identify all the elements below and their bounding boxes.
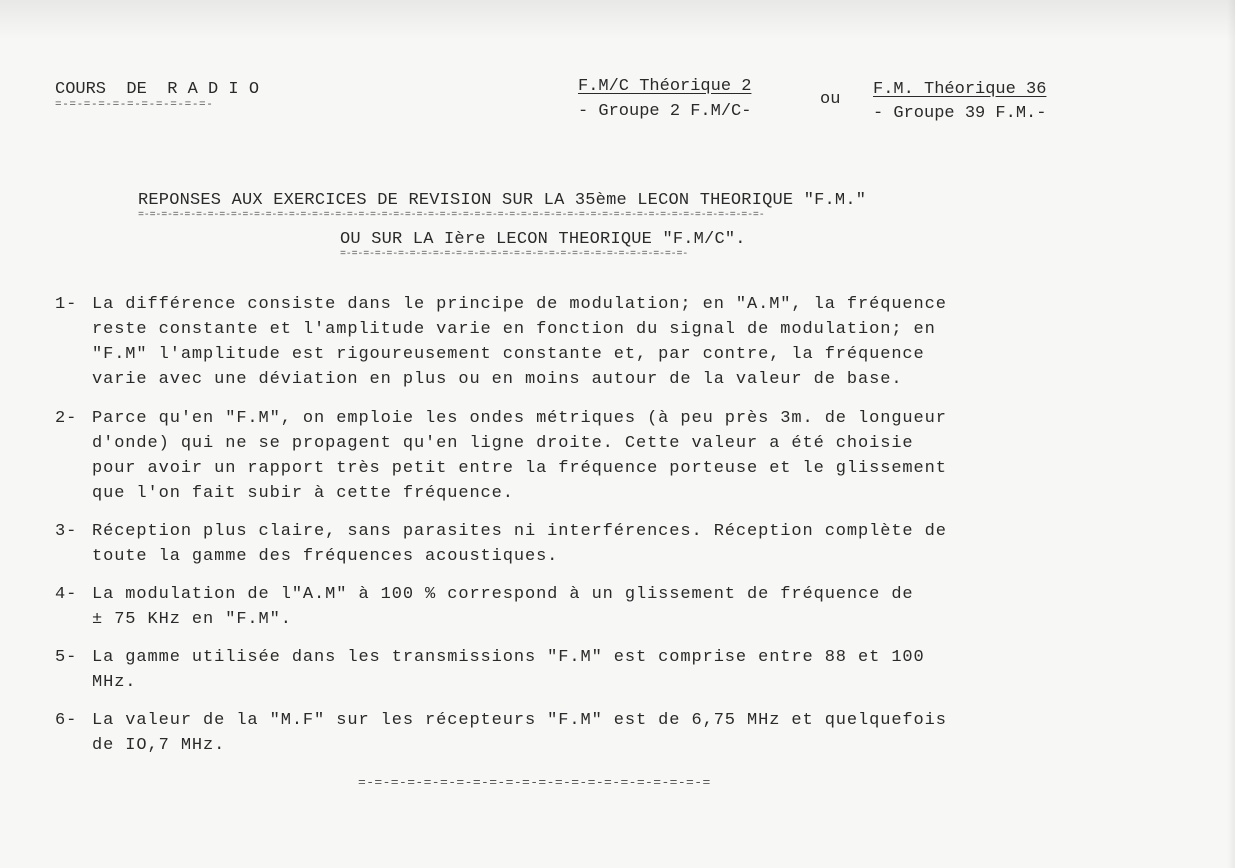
answer-text: Parce qu'en "F.M", on emploie les ondes métriques (à peu près 3m. de longueur d'onde) qui ne se propagent qu'en ligne droite. Cette valeur a été choisie pour avoir un rapport très petit entre la fréquence porteuse et le glissement que l'on fait subir à cette fréquence. xyxy=(92,409,947,503)
course-title-rule: =-=-=-=-=-=-=-=-=-=-=- xyxy=(55,99,214,111)
answer-number: 3- xyxy=(55,522,78,541)
course-title: COURS DE R A D I O xyxy=(55,80,260,99)
page-title-line1: REPONSES AUX EXERCICES DE REVISION SUR LA 35ème LECON THEORIQUE "F.M." xyxy=(138,191,867,210)
answer-number: 2- xyxy=(55,409,78,428)
fm-lesson-ref: F.M. Théorique 36 xyxy=(873,80,1047,99)
answer-text: La gamme utilisée dans les transmissions "F.M" est comprise entre 88 et 100 MHz. xyxy=(92,648,925,692)
scan-shadow xyxy=(0,0,1235,40)
answer-number: 5- xyxy=(55,648,78,667)
fm-group-ref: - Groupe 39 F.M.- xyxy=(873,104,1047,123)
title-line1-rule: =-=-=-=-=-=-=-=-=-=-=-=-=-=-=-=-=-=-=-=-=-=-=-=-=-=-=-=-=-=-=-=-=-=-=-=-=-=-=-=-=-=-=-=-=-=-=-=-=-=-=-=-=-=- xyxy=(138,210,765,221)
scan-edge xyxy=(1227,0,1235,868)
answer-number: 1- xyxy=(55,295,78,314)
answer-number: 4- xyxy=(55,585,78,604)
answer-text: Réception plus claire, sans parasites ni interférences. Réception complète de toute la gamme des fréquences acoustiques. xyxy=(92,522,947,566)
answer-text: La modulation de l"A.M" à 100 % correspond à un glissement de fréquence de ± 75 KHz en "F.M". xyxy=(92,585,914,629)
answer-text: La différence consiste dans le principe de modulation; en "A.M", la fréquence reste constante et l'amplitude varie en fonction du signal de modulation; en "F.M" l'amplitude est rigoureusement constante et, par contre, la fréquence varie avec une déviation en plus ou en moins autour de la valeur de base. xyxy=(92,295,947,389)
answer-number: 6- xyxy=(55,711,78,730)
or-separator: ou xyxy=(820,90,841,109)
fmc-group-ref: - Groupe 2 F.M/C- xyxy=(578,102,752,121)
answer-text: La valeur de la "M.F" sur les récepteurs "F.M" est de 6,75 MHz et quelquefois de IO,7 MHz. xyxy=(92,711,947,755)
page-title-line2: OU SUR LA Ière LECON THEORIQUE "F.M/C". xyxy=(340,230,746,249)
fmc-lesson-ref: F.M/C Théorique 2 xyxy=(578,77,752,96)
title-line2-rule: =-=-=-=-=-=-=-=-=-=-=-=-=-=-=-=-=-=-=-=-=-=-=-=-=-=-=-=-=-=- xyxy=(340,249,689,260)
answer-1 xyxy=(55,292,947,392)
answer-2 xyxy=(55,406,947,506)
answer-6 xyxy=(55,708,947,808)
footer-rule: =-=-=-=-=-=-=-=-=-=-=-=-=-=-=-=-=-=-=-=-=-= xyxy=(358,775,711,790)
